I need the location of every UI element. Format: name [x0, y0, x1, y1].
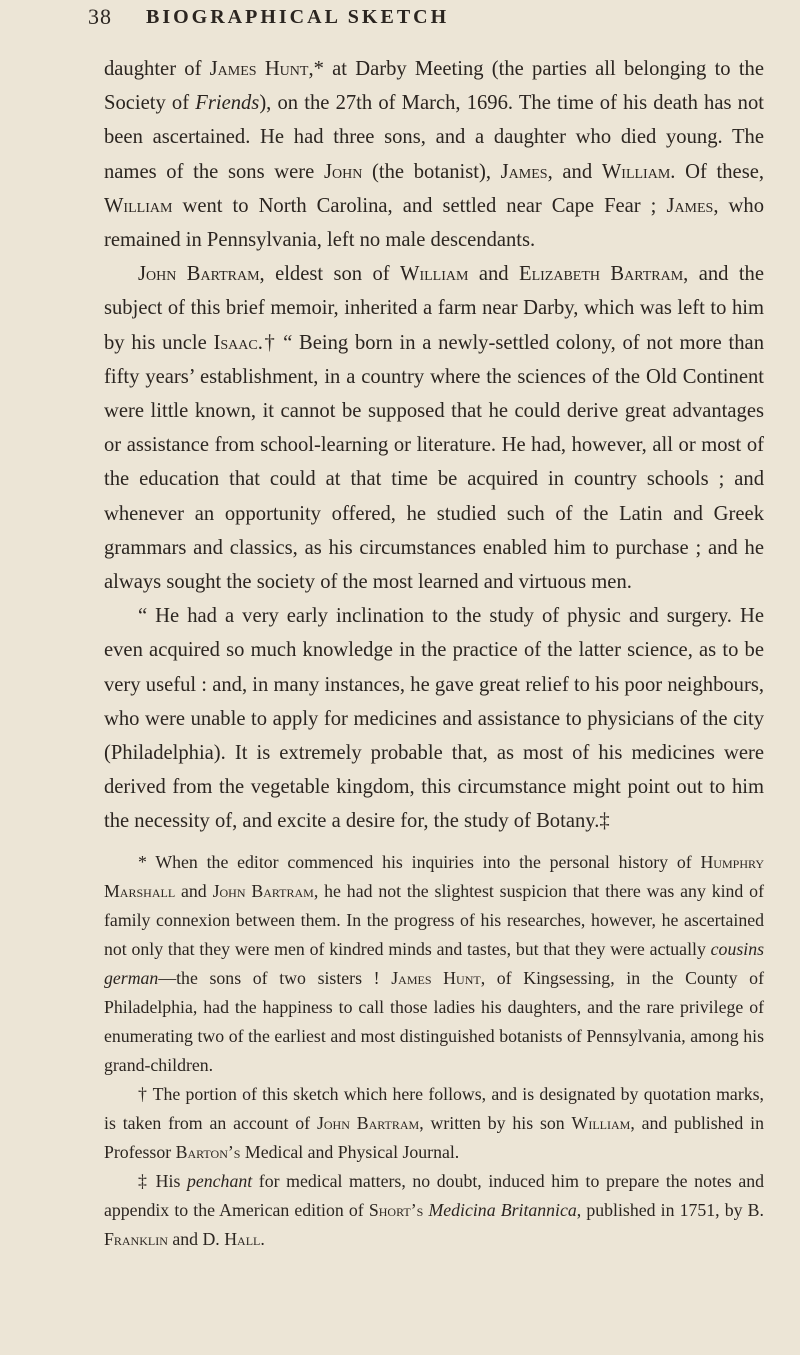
- person-name: Barton’s: [175, 1142, 241, 1162]
- text-run: Medical and Physical Journal.: [240, 1142, 460, 1162]
- text-run: , and published in Professor: [104, 1113, 764, 1162]
- text-run: (the botanist),: [362, 160, 501, 183]
- text-run: ), on the 27th of March, 1696. The time of his death has not been ascertained. He had three sons, and a daughter who died young. The names of the sons were: [104, 92, 764, 183]
- footnote-1: [104, 848, 764, 1080]
- person-name: John Bartram: [316, 1113, 420, 1133]
- text-run: ‡ His: [138, 1171, 187, 1191]
- italic-term: penchant: [186, 1171, 253, 1191]
- main-text: [104, 52, 764, 839]
- person-name: D. Hall: [202, 1229, 261, 1249]
- text-run: —the sons of two sisters !: [158, 968, 392, 988]
- text-run: † The portion of this sketch which here follows, and is designated by quotation marks, is taken from an account of: [104, 1084, 764, 1133]
- book-title: Medicina Britannica: [428, 1200, 577, 1220]
- text-run: and: [175, 881, 213, 901]
- text-run: ,* at Darby Meeting (the parties all belonging to the Society of: [104, 58, 764, 115]
- person-name: John Bartram: [212, 881, 314, 901]
- footnote-3: [104, 1167, 764, 1254]
- italic-term: cousins german: [104, 939, 764, 988]
- text-run: , he had not the slightest suspicion that there was any kind of family connexion between them. In the progress of his researches, however, he ascertained not only that they were men of kindred minds and tastes, but that they were actually: [104, 881, 764, 959]
- text-run: and: [468, 263, 519, 286]
- person-name: John Bartram: [138, 263, 260, 286]
- paragraph-3: “ He had a very early inclination to the study of physic and surgery. He even acquired so much knowledge in the practice of the latter science, as to be very useful : and, in many instances, he gave great relief to his poor neighbours, who were unable to apply for medicines and assistance to physicians of the city (Philadelphia). It is extremely probable that, as most of his medicines were derived from the vegetable kingdom, this circumstance might point out to him the necessity of, and excite a desire for, the study of Botany.‡: [104, 605, 764, 833]
- running-head: BIOGRAPHICAL SKETCH: [146, 6, 450, 28]
- text-run: daughter of: [104, 58, 210, 80]
- person-name: Short’s: [368, 1200, 424, 1220]
- text-run: , written by his son: [419, 1113, 572, 1133]
- text-run: for medical matters, no doubt, induced him to prepare the notes and appendix to the American edition of: [104, 1171, 764, 1220]
- person-name: John: [324, 160, 363, 183]
- text-run: * When the editor commenced his inquiries into the personal history of: [138, 852, 701, 872]
- person-name: William: [400, 263, 469, 286]
- text-run: .: [260, 1229, 265, 1249]
- text-run: and: [167, 1229, 203, 1249]
- paragraph-2: [104, 257, 764, 599]
- person-name: William: [571, 1113, 631, 1133]
- person-name: Humphry Marshall: [104, 852, 764, 901]
- person-name: Isaac: [213, 331, 258, 354]
- person-name: James Hunt: [209, 58, 309, 80]
- text-run: . Of these,: [670, 160, 764, 183]
- text-run: , of Kingsessing, in the County of Philadelphia, had the happiness to call those ladies his daughters, and the rare privilege of enumerating two of the earliest and most distinguished botanists of Pennsylvania, among his grand-children.: [104, 968, 764, 1075]
- person-name: William: [601, 160, 671, 183]
- paragraph-1: [104, 52, 764, 257]
- footnotes: [104, 848, 764, 1254]
- person-name: William: [104, 194, 173, 217]
- person-name: James: [666, 194, 714, 217]
- text-run: .† “ Being born in a newly-settled colony, of not more than fifty years’ establishment, in a country where the sciences of the Old Continent were little known, it cannot be supposed that he could derive great advantages or assistance from school-learning or literature. He had, however, all or most of the education that could at that time be acquired in country schools ; and whenever an opportunity offered, he studied such of the Latin and Greek grammars and classics, as his circumstances enabled him to purchase ; and he always sought the society of the most learned and virtuous men.: [104, 331, 764, 594]
- person-name: James Hunt: [391, 968, 481, 988]
- text-run: went to North Carolina, and settled near Cape Fear ;: [172, 194, 667, 217]
- person-name: James: [500, 160, 548, 183]
- text-run: , and the subject of this brief memoir, inherited a farm near Darby, which was left to him by his uncle: [104, 263, 764, 354]
- person-name: B. Franklin: [104, 1200, 764, 1249]
- footnote-2: [104, 1080, 764, 1167]
- text-run: , published in 1751, by: [576, 1200, 748, 1220]
- page-number: 38: [88, 4, 112, 29]
- text-run: , who remained in Pennsylvania, left no male descendants.: [104, 194, 764, 252]
- page-header: [88, 4, 708, 40]
- text-run: , eldest son of: [259, 263, 401, 286]
- text-run: , and: [547, 160, 602, 183]
- italic-term: Friends: [195, 92, 260, 115]
- person-name: Elizabeth Bartram: [518, 263, 684, 286]
